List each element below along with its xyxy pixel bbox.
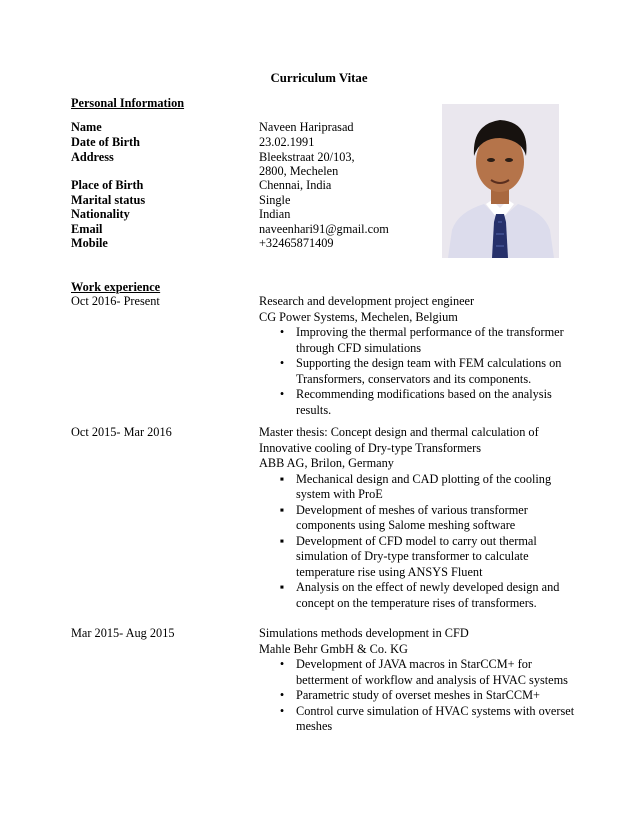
list-item [259, 534, 579, 581]
job-2-bullets [259, 472, 579, 612]
dob-label: Date of Birth [71, 135, 140, 149]
bullet-icon: ▪ [279, 471, 285, 486]
bullet-icon: • [279, 387, 285, 401]
dob-value: 23.02.1991 [259, 135, 315, 149]
profile-photo-illustration [442, 104, 559, 258]
job-3-role: Simulations methods development in CFD [259, 626, 469, 640]
nationality-label: Nationality [71, 207, 130, 221]
job-2-period: Oct 2015- Mar 2016 [71, 425, 172, 439]
marital-status-value: Single [259, 193, 291, 207]
job-3 [259, 626, 579, 735]
bullet-icon: • [279, 703, 285, 718]
list-item [259, 325, 579, 356]
name-label: Name [71, 120, 102, 134]
bullet-icon: • [279, 657, 285, 671]
list-item [259, 580, 579, 611]
email-label: Email [71, 222, 103, 236]
marital-status-label: Marital status [71, 193, 146, 207]
list-item [259, 704, 579, 735]
list-item [259, 356, 579, 387]
bullet-icon: ▪ [279, 533, 285, 548]
mobile-label: Mobile [71, 236, 108, 250]
job-2-role-line-1: Master thesis: Concept design and thermal calculation of [259, 425, 539, 439]
job-1-period: Oct 2016- Present [71, 294, 160, 308]
mobile-value: +32465871409 [259, 236, 334, 250]
bullet-text: Analysis on the effect of newly developed design and concept on the temperature rises of transformers. [296, 580, 560, 610]
place-of-birth-value: Chennai, India [259, 178, 332, 192]
place-of-birth-label: Place of Birth [71, 178, 144, 192]
bullet-text: Control curve simulation of HVAC systems with overset meshes [296, 703, 575, 733]
bullet-text: Development of CFD model to carry out thermal simulation of Dry-type transformer to calculate temperature rise using ANSYS Fluent [296, 533, 537, 579]
work-experience-heading: Work experience [71, 280, 161, 294]
document-title: Curriculum Vitae [270, 71, 368, 85]
job-3-period: Mar 2015- Aug 2015 [71, 626, 175, 640]
job-2 [259, 425, 579, 611]
address-line-1: Bleekstraat 20/103, [259, 150, 355, 164]
bullet-icon: ▪ [279, 580, 285, 594]
job-1 [259, 294, 579, 418]
list-item [259, 472, 579, 503]
list-item [259, 657, 579, 688]
job-2-company: ABB AG, Brilon, Germany [259, 456, 394, 470]
bullet-text: Improving the thermal performance of the transformer through CFD simulations [296, 325, 564, 355]
job-2-role-line-2: Innovative cooling of Dry-type Transformers [259, 440, 481, 455]
job-3-company: Mahle Behr GmbH & Co. KG [259, 641, 408, 656]
list-item [259, 503, 579, 534]
bullet-text: Mechanical design and CAD plotting of the cooling system with ProE [296, 471, 552, 501]
bullet-text: Development of meshes of various transformer components using Salome meshing software [296, 502, 528, 532]
job-1-company: CG Power Systems, Mechelen, Belgium [259, 309, 458, 324]
bullet-text: Supporting the design team with FEM calculations on Transformers, conservators and its components. [296, 356, 562, 386]
bullet-icon: • [279, 325, 285, 339]
address-line-2: 2800, Mechelen [259, 164, 339, 178]
personal-information-heading: Personal Information [71, 96, 185, 110]
bullet-text: Development of JAVA macros in StarCCM+ for betterment of workflow and analysis of HVAC systems [296, 657, 568, 687]
bullet-icon: • [279, 356, 285, 370]
address-label: Address [71, 150, 114, 164]
name-value: Naveen Hariprasad [259, 120, 354, 134]
bullet-text: Parametric study of overset meshes in StarCCM+ [296, 688, 540, 702]
job-1-role: Research and development project engineer [259, 294, 475, 308]
bullet-icon: • [279, 688, 285, 702]
bullet-icon: ▪ [279, 502, 285, 517]
profile-photo [442, 104, 559, 258]
nationality-value: Indian [259, 207, 291, 221]
list-item [259, 387, 579, 418]
job-1-bullets [259, 325, 579, 418]
list-item [259, 688, 579, 704]
email-value: naveenhari91@gmail.com [259, 222, 389, 236]
job-3-bullets [259, 657, 579, 735]
bullet-text: Recommending modifications based on the analysis results. [296, 387, 552, 417]
